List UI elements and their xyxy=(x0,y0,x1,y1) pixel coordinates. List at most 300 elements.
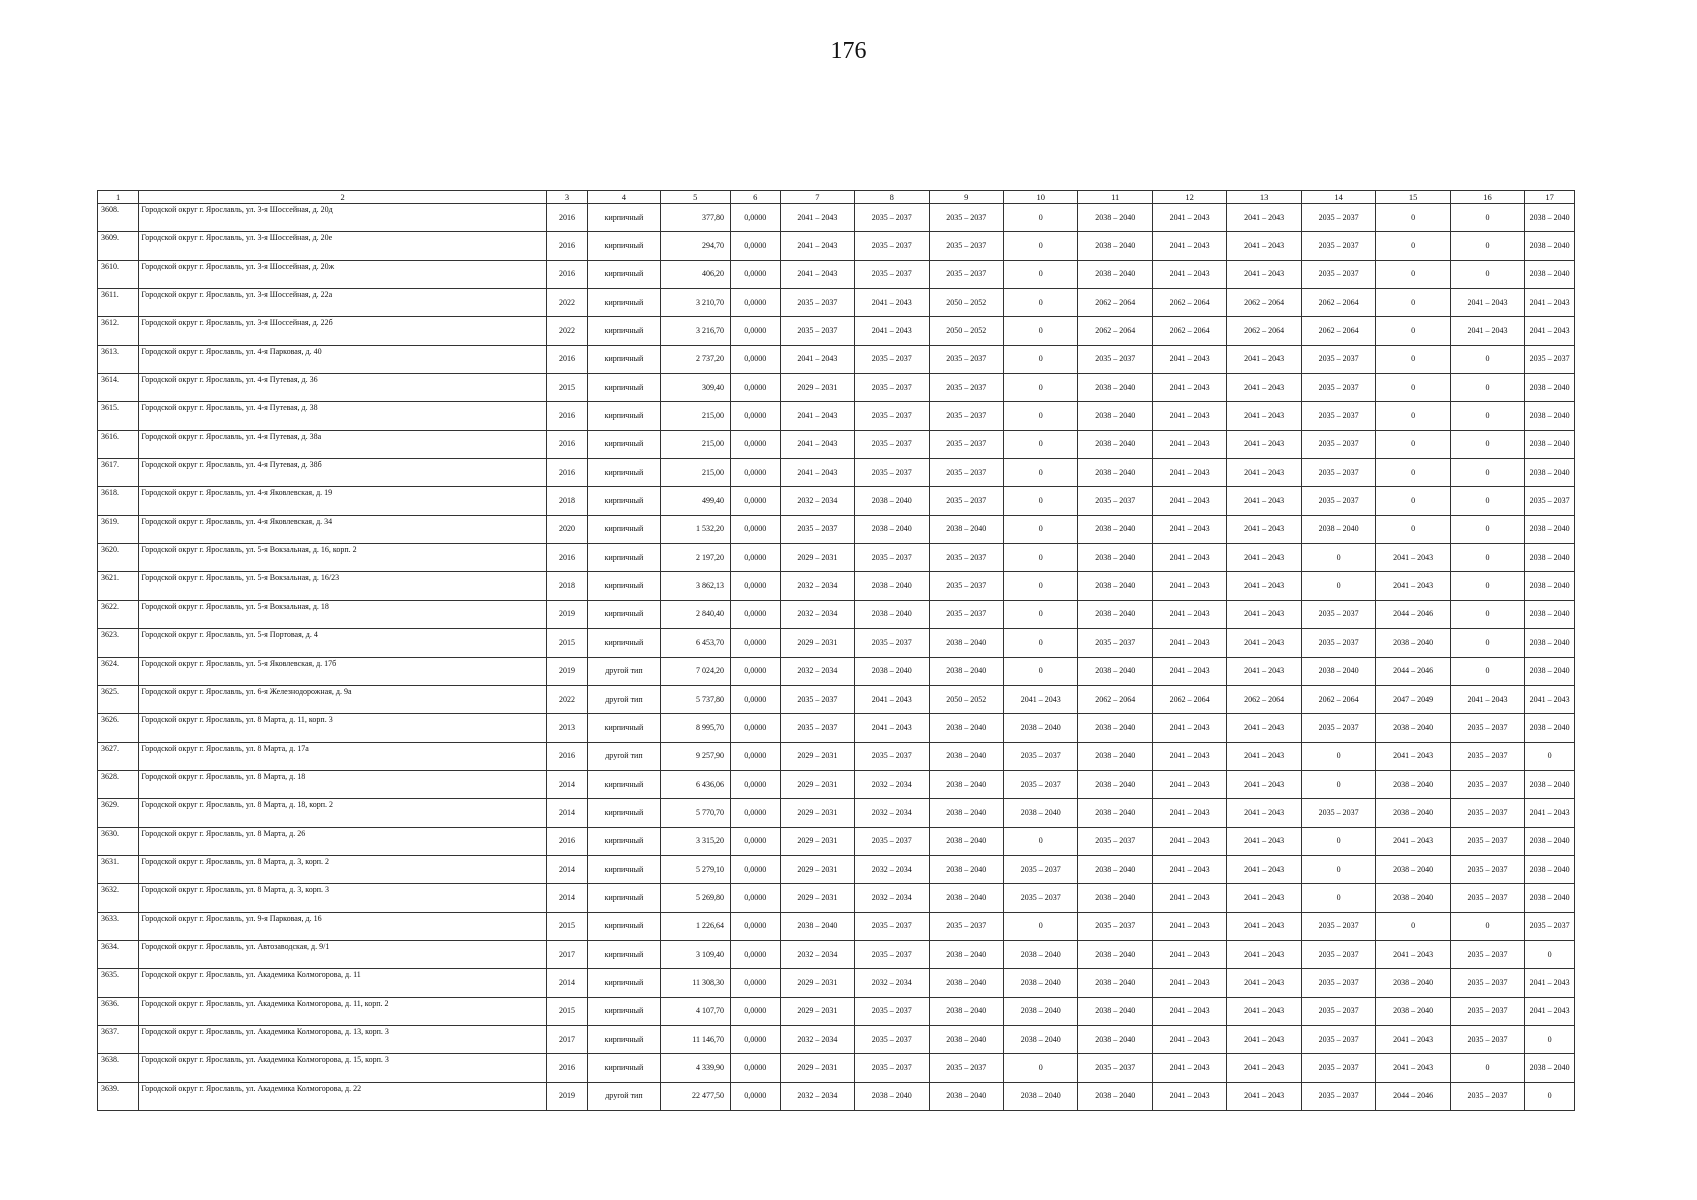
table-cell: Городской округ г. Ярославль, ул. Академика Колмогорова, д. 11 xyxy=(139,969,547,997)
table-cell: 5 269,80 xyxy=(660,884,730,912)
table-cell: 0 xyxy=(1450,487,1524,515)
table-cell: 2041 – 2043 xyxy=(1152,997,1226,1025)
table-cell: 2038 – 2040 xyxy=(1525,459,1575,487)
table-cell: 3633. xyxy=(98,912,139,940)
table-cell: 2035 – 2037 xyxy=(1078,345,1152,373)
table-cell: 2038 – 2040 xyxy=(929,969,1003,997)
table-cell: 2041 – 2043 xyxy=(1227,912,1301,940)
table-cell: 2035 – 2037 xyxy=(855,997,929,1025)
table-cell: 2035 – 2037 xyxy=(929,260,1003,288)
table-cell: Городской округ г. Ярославль, ул. 8 Марта, д. 18 xyxy=(139,770,547,798)
table-cell: 2038 – 2040 xyxy=(1376,799,1450,827)
table-cell: 0,0000 xyxy=(730,600,780,628)
table-cell: 2015 xyxy=(546,374,587,402)
table-cell: 2035 – 2037 xyxy=(929,402,1003,430)
table-cell: 0 xyxy=(1004,487,1078,515)
table-cell: 2041 – 2043 xyxy=(1227,855,1301,883)
table-cell: 2035 – 2037 xyxy=(1450,969,1524,997)
table-cell: 2038 – 2040 xyxy=(1078,1025,1152,1053)
table-cell: 215,00 xyxy=(660,459,730,487)
table-cell: 2041 – 2043 xyxy=(1227,1054,1301,1082)
table-cell: 1 532,20 xyxy=(660,515,730,543)
table-cell: 3624. xyxy=(98,657,139,685)
table-cell: 2041 – 2043 xyxy=(855,317,929,345)
table-cell: 2035 – 2037 xyxy=(1078,629,1152,657)
table-cell: 2019 xyxy=(546,1082,587,1110)
table-cell: 0 xyxy=(1301,884,1375,912)
table-cell: кирпичный xyxy=(588,430,660,458)
table-cell: Городской округ г. Ярославль, ул. 4-я Путевая, д. 36 xyxy=(139,374,547,402)
table-cell: 1 226,64 xyxy=(660,912,730,940)
table-cell: 2041 – 2043 xyxy=(1227,1082,1301,1110)
table-cell: 2041 – 2043 xyxy=(1227,1025,1301,1053)
table-cell: 2041 – 2043 xyxy=(1227,515,1301,543)
table-cell: 2041 – 2043 xyxy=(1227,629,1301,657)
table-cell: 0 xyxy=(1376,232,1450,260)
table-cell: 0,0000 xyxy=(730,1082,780,1110)
table-cell: 2035 – 2037 xyxy=(929,374,1003,402)
table-row xyxy=(98,600,1575,628)
table-cell: Городской округ г. Ярославль, ул. Автозаводская, д. 9/1 xyxy=(139,940,547,968)
table-cell: 3 315,20 xyxy=(660,827,730,855)
column-header: 5 xyxy=(660,191,730,204)
table-cell: 2029 – 2031 xyxy=(780,374,854,402)
table-cell: 0 xyxy=(1450,1054,1524,1082)
table-row xyxy=(98,487,1575,515)
table-cell: 2041 – 2043 xyxy=(1227,459,1301,487)
table-cell: 2038 – 2040 xyxy=(929,515,1003,543)
table-cell: 2041 – 2043 xyxy=(1227,430,1301,458)
column-header: 16 xyxy=(1450,191,1524,204)
table-cell: 2035 – 2037 xyxy=(929,912,1003,940)
table-cell: 0 xyxy=(1450,232,1524,260)
table-cell: 0 xyxy=(1004,827,1078,855)
column-header: 3 xyxy=(546,191,587,204)
table-cell: кирпичный xyxy=(588,289,660,317)
table-cell: 2035 – 2037 xyxy=(1078,827,1152,855)
table-cell: 2038 – 2040 xyxy=(1525,572,1575,600)
table-cell: 2032 – 2034 xyxy=(780,940,854,968)
table-cell: 2035 – 2037 xyxy=(780,317,854,345)
table-cell: 0,0000 xyxy=(730,629,780,657)
table-cell: 2041 – 2043 xyxy=(1227,884,1301,912)
table-cell: 2035 – 2037 xyxy=(780,685,854,713)
table-cell: 0 xyxy=(1376,317,1450,345)
table-cell: 0 xyxy=(1004,544,1078,572)
table-cell: 2035 – 2037 xyxy=(1525,912,1575,940)
table-row xyxy=(98,714,1575,742)
table-cell: 0,0000 xyxy=(730,544,780,572)
table-cell: 2038 – 2040 xyxy=(929,714,1003,742)
table-cell: 0 xyxy=(1301,770,1375,798)
table-cell: 2038 – 2040 xyxy=(1078,799,1152,827)
table-cell: 2032 – 2034 xyxy=(780,1025,854,1053)
table-cell: Городской округ г. Ярославль, ул. 4-я Яковлевская, д. 34 xyxy=(139,515,547,543)
table-cell: 2035 – 2037 xyxy=(1004,742,1078,770)
table-cell: Городской округ г. Ярославль, ул. 6-я Железнодорожная, д. 9а xyxy=(139,685,547,713)
table-cell: Городской округ г. Ярославль, ул. 3-я Шоссейная, д. 20ж xyxy=(139,260,547,288)
table-row xyxy=(98,799,1575,827)
table-cell: 2041 – 2043 xyxy=(1227,969,1301,997)
table-cell: 2016 xyxy=(546,232,587,260)
table-cell: кирпичный xyxy=(588,374,660,402)
table-cell: кирпичный xyxy=(588,317,660,345)
table-cell: 0 xyxy=(1450,345,1524,373)
table-row xyxy=(98,770,1575,798)
table-cell: 2035 – 2037 xyxy=(1301,459,1375,487)
table-cell: 294,70 xyxy=(660,232,730,260)
table-cell: 0 xyxy=(1376,402,1450,430)
table-cell: 3 216,70 xyxy=(660,317,730,345)
table-cell: 2038 – 2040 xyxy=(1004,799,1078,827)
table-cell: 2014 xyxy=(546,855,587,883)
table-cell: 2041 – 2043 xyxy=(780,260,854,288)
table-cell: 2041 – 2043 xyxy=(1152,572,1226,600)
table-cell: 2050 – 2052 xyxy=(929,289,1003,317)
table-cell: 2035 – 2037 xyxy=(1301,260,1375,288)
table-cell: 3 210,70 xyxy=(660,289,730,317)
table-cell: 2041 – 2043 xyxy=(855,289,929,317)
table-cell: кирпичный xyxy=(588,770,660,798)
table-cell: 2032 – 2034 xyxy=(780,572,854,600)
table-cell: 2041 – 2043 xyxy=(1152,345,1226,373)
table-cell: 2038 – 2040 xyxy=(1525,232,1575,260)
table-cell: 3635. xyxy=(98,969,139,997)
table-cell: 11 146,70 xyxy=(660,1025,730,1053)
table-cell: кирпичный xyxy=(588,204,660,232)
table-cell: 2029 – 2031 xyxy=(780,770,854,798)
table-cell: 2038 – 2040 xyxy=(1078,430,1152,458)
table-cell: 3639. xyxy=(98,1082,139,1110)
table-cell: 2014 xyxy=(546,969,587,997)
table-cell: кирпичный xyxy=(588,544,660,572)
table-cell: 0,0000 xyxy=(730,997,780,1025)
table-row xyxy=(98,1025,1575,1053)
table-cell: 2019 xyxy=(546,600,587,628)
table-cell: 2038 – 2040 xyxy=(1078,855,1152,883)
table-cell: 2038 – 2040 xyxy=(855,515,929,543)
table-cell: Городской округ г. Ярославль, ул. 8 Марта, д. 18, корп. 2 xyxy=(139,799,547,827)
table-cell: 2041 – 2043 xyxy=(1227,374,1301,402)
table-cell: 2038 – 2040 xyxy=(1004,714,1078,742)
table-cell: 0 xyxy=(1450,657,1524,685)
table-cell: 3616. xyxy=(98,430,139,458)
table-cell: 2041 – 2043 xyxy=(1152,657,1226,685)
table-cell: 2035 – 2037 xyxy=(855,1025,929,1053)
table-cell: 2041 – 2043 xyxy=(1152,402,1226,430)
column-header: 1 xyxy=(98,191,139,204)
table-cell: 2044 – 2046 xyxy=(1376,657,1450,685)
table-cell: 2044 – 2046 xyxy=(1376,600,1450,628)
table-cell: 2038 – 2040 xyxy=(929,657,1003,685)
table-cell: 2035 – 2037 xyxy=(855,402,929,430)
table-cell: 0,0000 xyxy=(730,912,780,940)
table-cell: 2029 – 2031 xyxy=(780,827,854,855)
table-cell: 2014 xyxy=(546,770,587,798)
table-cell: 2035 – 2037 xyxy=(1301,600,1375,628)
table-cell: 2038 – 2040 xyxy=(1525,884,1575,912)
table-cell: кирпичный xyxy=(588,232,660,260)
table-cell: 2035 – 2037 xyxy=(855,1054,929,1082)
table-cell: 2035 – 2037 xyxy=(1078,487,1152,515)
table-cell: 2041 – 2043 xyxy=(1227,232,1301,260)
table-cell: 2041 – 2043 xyxy=(1525,799,1575,827)
table-cell: 0,0000 xyxy=(730,232,780,260)
table-cell: 2038 – 2040 xyxy=(929,629,1003,657)
table-cell: 406,20 xyxy=(660,260,730,288)
table-cell: 2016 xyxy=(546,459,587,487)
table-cell: 2041 – 2043 xyxy=(1152,827,1226,855)
table-cell: 2035 – 2037 xyxy=(1301,799,1375,827)
table-cell: Городской округ г. Ярославль, ул. Академика Колмогорова, д. 22 xyxy=(139,1082,547,1110)
table-cell: 2041 – 2043 xyxy=(855,714,929,742)
table-cell: кирпичный xyxy=(588,912,660,940)
column-header: 2 xyxy=(139,191,547,204)
table-cell: 0 xyxy=(1450,572,1524,600)
table-cell: 2041 – 2043 xyxy=(1376,572,1450,600)
table-cell: 2038 – 2040 xyxy=(1525,770,1575,798)
table-cell: 499,40 xyxy=(660,487,730,515)
table-cell: 3626. xyxy=(98,714,139,742)
table-cell: 0 xyxy=(1004,289,1078,317)
column-header: 9 xyxy=(929,191,1003,204)
table-cell: 2038 – 2040 xyxy=(1376,770,1450,798)
table-cell: 2035 – 2037 xyxy=(855,629,929,657)
table-cell: 2035 – 2037 xyxy=(1301,997,1375,1025)
table-cell: 2022 xyxy=(546,289,587,317)
table-cell: Городской округ г. Ярославль, ул. 4-я Парковая, д. 40 xyxy=(139,345,547,373)
table-cell: 2041 – 2043 xyxy=(780,232,854,260)
table-cell: 2014 xyxy=(546,884,587,912)
table-cell: 2032 – 2034 xyxy=(780,600,854,628)
table-cell: 2038 – 2040 xyxy=(1078,1082,1152,1110)
table-cell: 0 xyxy=(1004,430,1078,458)
table-cell: Городской округ г. Ярославль, ул. 8 Марта, д. 3, корп. 2 xyxy=(139,855,547,883)
table-cell: 2041 – 2043 xyxy=(1525,289,1575,317)
table-row xyxy=(98,260,1575,288)
table-cell: 2016 xyxy=(546,402,587,430)
table-cell: 2022 xyxy=(546,685,587,713)
table-cell: 3609. xyxy=(98,232,139,260)
table-cell: Городской округ г. Ярославль, ул. 3-я Шоссейная, д. 20д xyxy=(139,204,547,232)
table-cell: 2016 xyxy=(546,544,587,572)
table-cell: 3627. xyxy=(98,742,139,770)
table-cell: 3622. xyxy=(98,600,139,628)
table-cell: 2041 – 2043 xyxy=(1376,1054,1450,1082)
table-cell: 2041 – 2043 xyxy=(1525,969,1575,997)
table-cell: 0,0000 xyxy=(730,402,780,430)
table-cell: 3623. xyxy=(98,629,139,657)
table-cell: 0,0000 xyxy=(730,487,780,515)
table-cell: 2038 – 2040 xyxy=(1376,997,1450,1025)
table-cell: кирпичный xyxy=(588,1025,660,1053)
table-cell: 0 xyxy=(1450,629,1524,657)
table-cell: 3 862,13 xyxy=(660,572,730,600)
table-cell: 2035 – 2037 xyxy=(1301,629,1375,657)
table-cell: 2016 xyxy=(546,430,587,458)
table-cell: 0 xyxy=(1450,402,1524,430)
table-cell: 2035 – 2037 xyxy=(855,232,929,260)
table-cell: 2038 – 2040 xyxy=(1004,969,1078,997)
table-cell: 2035 – 2037 xyxy=(1450,855,1524,883)
table-cell: 2041 – 2043 xyxy=(1152,1025,1226,1053)
table-cell: 2032 – 2034 xyxy=(855,969,929,997)
table-cell: 0,0000 xyxy=(730,289,780,317)
table-cell: 2016 xyxy=(546,1054,587,1082)
table-cell: 2038 – 2040 xyxy=(1525,374,1575,402)
table-cell: Городской округ г. Ярославль, ул. 4-я Яковлевская, д. 19 xyxy=(139,487,547,515)
table-cell: 2041 – 2043 xyxy=(1227,770,1301,798)
table-cell: Городской округ г. Ярославль, ул. 4-я Путевая, д. 38б xyxy=(139,459,547,487)
table-cell: 2038 – 2040 xyxy=(1004,940,1078,968)
table-cell: 2062 – 2064 xyxy=(1227,685,1301,713)
table-cell: 3628. xyxy=(98,770,139,798)
table-cell: кирпичный xyxy=(588,487,660,515)
table-cell: 2035 – 2037 xyxy=(1450,884,1524,912)
table-cell: кирпичный xyxy=(588,884,660,912)
table-cell: 0 xyxy=(1525,1082,1575,1110)
table-cell: Городской округ г. Ярославль, ул. 5-я Яковлевская, д. 17б xyxy=(139,657,547,685)
table-cell: 2038 – 2040 xyxy=(1525,714,1575,742)
table-cell: 3629. xyxy=(98,799,139,827)
table-cell: 3613. xyxy=(98,345,139,373)
table-cell: 0 xyxy=(1525,1025,1575,1053)
table-cell: 2041 – 2043 xyxy=(1152,969,1226,997)
table-cell: 2041 – 2043 xyxy=(1152,374,1226,402)
table-cell: кирпичный xyxy=(588,969,660,997)
table-cell: 2035 – 2037 xyxy=(1450,940,1524,968)
table-cell: 0 xyxy=(1004,317,1078,345)
table-cell: 2038 – 2040 xyxy=(929,884,1003,912)
table-cell: 0 xyxy=(1376,204,1450,232)
table-row xyxy=(98,544,1575,572)
table-row xyxy=(98,855,1575,883)
table-cell: 2038 – 2040 xyxy=(1078,600,1152,628)
table-cell: 2038 – 2040 xyxy=(1525,855,1575,883)
table-cell: 2038 – 2040 xyxy=(1525,1054,1575,1082)
table-cell: 3615. xyxy=(98,402,139,430)
table-cell: 2038 – 2040 xyxy=(1078,657,1152,685)
table-cell: 2016 xyxy=(546,742,587,770)
table-cell: 2038 – 2040 xyxy=(1004,1082,1078,1110)
table-cell: 2017 xyxy=(546,940,587,968)
table-cell: 2041 – 2043 xyxy=(1450,685,1524,713)
table-cell: 2035 – 2037 xyxy=(855,260,929,288)
table-cell: 2047 – 2049 xyxy=(1376,685,1450,713)
table-cell: 2038 – 2040 xyxy=(929,1025,1003,1053)
registry-table xyxy=(97,190,1575,1111)
table-cell: 2018 xyxy=(546,572,587,600)
table-cell: 2038 – 2040 xyxy=(1525,544,1575,572)
table-cell: 2041 – 2043 xyxy=(1152,799,1226,827)
table-cell: 0,0000 xyxy=(730,685,780,713)
table-cell: 0 xyxy=(1376,260,1450,288)
table-cell: 2041 – 2043 xyxy=(1227,714,1301,742)
table-row xyxy=(98,629,1575,657)
table-cell: 2035 – 2037 xyxy=(1301,487,1375,515)
column-header: 11 xyxy=(1078,191,1152,204)
table-cell: 2041 – 2043 xyxy=(1376,1025,1450,1053)
table-cell: 2041 – 2043 xyxy=(780,430,854,458)
table-cell: 2035 – 2037 xyxy=(1301,969,1375,997)
table-cell: 2035 – 2037 xyxy=(1450,1082,1524,1110)
table-cell: 3625. xyxy=(98,685,139,713)
table-cell: кирпичный xyxy=(588,855,660,883)
table-cell: 2035 – 2037 xyxy=(1301,1082,1375,1110)
table-cell: 2032 – 2034 xyxy=(780,657,854,685)
table-cell: 2035 – 2037 xyxy=(1078,1054,1152,1082)
table-cell: 4 107,70 xyxy=(660,997,730,1025)
table-cell: 2062 – 2064 xyxy=(1152,685,1226,713)
table-cell: 2032 – 2034 xyxy=(855,884,929,912)
table-cell: 2041 – 2043 xyxy=(1227,940,1301,968)
table-cell: 0,0000 xyxy=(730,714,780,742)
table-cell: 2038 – 2040 xyxy=(780,912,854,940)
table-cell: 2038 – 2040 xyxy=(929,940,1003,968)
table-cell: 0 xyxy=(1376,430,1450,458)
table-cell: 22 477,50 xyxy=(660,1082,730,1110)
table-cell: 2035 – 2037 xyxy=(1301,1025,1375,1053)
table-cell: 2041 – 2043 xyxy=(1525,317,1575,345)
table-cell: 2041 – 2043 xyxy=(1152,204,1226,232)
table-cell: 0 xyxy=(1525,940,1575,968)
table-cell: 0 xyxy=(1376,912,1450,940)
table-cell: 2035 – 2037 xyxy=(855,430,929,458)
table-row xyxy=(98,402,1575,430)
table-cell: 0 xyxy=(1004,459,1078,487)
table-row xyxy=(98,317,1575,345)
table-cell: 0 xyxy=(1004,345,1078,373)
table-cell: 2038 – 2040 xyxy=(1078,969,1152,997)
table-cell: 0 xyxy=(1376,515,1450,543)
page-number: 176 xyxy=(830,38,867,64)
table-cell: кирпичный xyxy=(588,402,660,430)
table-cell: Городской округ г. Ярославль, ул. 3-я Шоссейная, д. 20е xyxy=(139,232,547,260)
table-cell: 2038 – 2040 xyxy=(1078,940,1152,968)
table-cell: 2041 – 2043 xyxy=(1004,685,1078,713)
table-cell: кирпичный xyxy=(588,629,660,657)
table-row xyxy=(98,884,1575,912)
table-cell: 2062 – 2064 xyxy=(1301,685,1375,713)
table-cell: Городской округ г. Ярославль, ул. 5-я Вокзальная, д. 16/23 xyxy=(139,572,547,600)
table-cell: 3611. xyxy=(98,289,139,317)
table-cell: 2038 – 2040 xyxy=(1525,657,1575,685)
table-cell: 2016 xyxy=(546,827,587,855)
table-cell: 0 xyxy=(1376,345,1450,373)
table-cell: 2019 xyxy=(546,657,587,685)
table-row xyxy=(98,232,1575,260)
table-cell: 3617. xyxy=(98,459,139,487)
table-cell: 2035 – 2037 xyxy=(1450,997,1524,1025)
table-row xyxy=(98,572,1575,600)
table-cell: 0 xyxy=(1525,742,1575,770)
table-cell: 2035 – 2037 xyxy=(1450,1025,1524,1053)
table-cell: кирпичный xyxy=(588,940,660,968)
column-header: 7 xyxy=(780,191,854,204)
table-cell: 2035 – 2037 xyxy=(929,544,1003,572)
table-cell: 2015 xyxy=(546,629,587,657)
table-cell: 2 737,20 xyxy=(660,345,730,373)
table-cell: 2038 – 2040 xyxy=(855,487,929,515)
column-header: 10 xyxy=(1004,191,1078,204)
table-cell: 2041 – 2043 xyxy=(1152,600,1226,628)
table-cell: 0,0000 xyxy=(730,657,780,685)
table-cell: 0,0000 xyxy=(730,1025,780,1053)
table-cell: 2015 xyxy=(546,912,587,940)
table-cell: 2029 – 2031 xyxy=(780,742,854,770)
table-cell: 2041 – 2043 xyxy=(1450,289,1524,317)
table-cell: кирпичный xyxy=(588,714,660,742)
